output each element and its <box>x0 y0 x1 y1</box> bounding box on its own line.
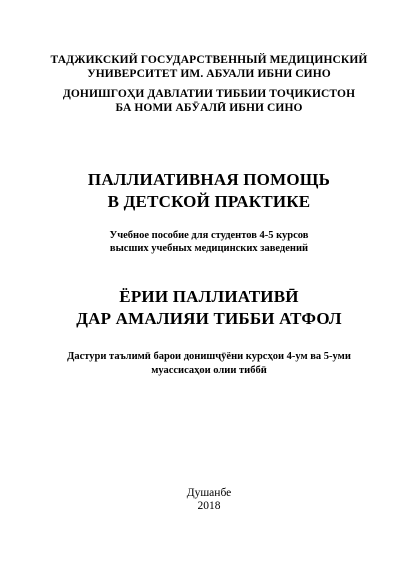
institution-tj-line2: БА НОМИ АБӮАЛӢ ИБНИ СИНО <box>115 102 303 114</box>
title-tj-line1: ЁРИИ ПАЛЛИАТИВӢ <box>119 287 299 306</box>
institution-tj-line1: ДОНИШГОҲИ ДАВЛАТИИ ТИББИИ ТОҶИКИСТОН <box>62 88 356 100</box>
institution-ru-line2: УНИВЕРСИТЕТ ИМ. АБУАЛИ ИБНИ СИНО <box>87 68 331 80</box>
publication-year: 2018 <box>197 500 221 512</box>
title-tj-line2: ДАР АМАЛИЯИ ТИББИ АТФОЛ <box>76 309 342 328</box>
title-ru-line2: В ДЕТСКОЙ ПРАКТИКЕ <box>107 192 311 211</box>
subtitle-ru-line1: Учебное пособие для студентов 4-5 курсов <box>109 230 309 241</box>
subtitle-tj-line1: Дастури таълимӣ барои донишҷӯёни курсҳои 4-ум ва 5-уми <box>67 351 351 362</box>
subtitle-tj-line2: муассисаҳои олии тиббӣ <box>151 365 267 376</box>
publication-city: Душанбе <box>186 487 232 499</box>
institution-ru-line1: ТАДЖИКСКИЙ ГОСУДАРСТВЕННЫЙ МЕДИЦИНСКИЙ <box>50 54 368 66</box>
subtitle-ru-line2: высших учебных медицинских заведений <box>109 243 309 254</box>
title-ru-line1: ПАЛЛИАТИВНАЯ ПОМОЩЬ <box>87 170 331 189</box>
